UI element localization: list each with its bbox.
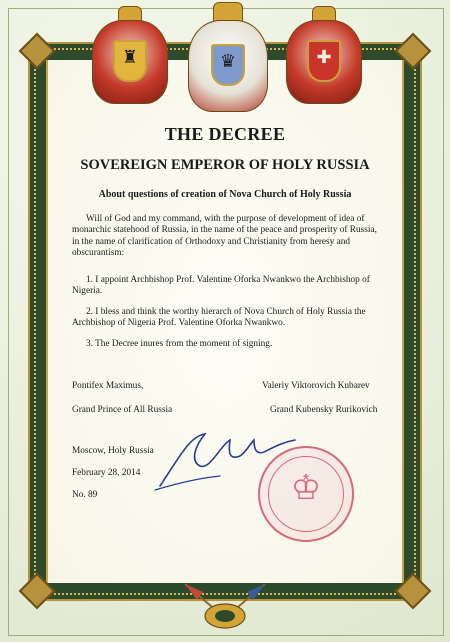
preamble-text: Will of God and my command, with the purpose of development of idea of monarchic statehood of Russia, in the name of the peace and prosperity of Russia, in the name of clarification of Orthodoxy and Christianity from heresy and obscurantism: [72,214,377,259]
clause-text: 1. I appoint Archbishop Prof. Valentine Oforka Nwankwo the Archbishop of Nigeria. [72,275,370,297]
crossed-banners-emblem-icon [175,578,275,630]
clause-text: 2. I bless and think the worthy hierarch of Nova Church of Holy Russia the Archbishop of Nigeria Prof. Valentine Oforka Nwankwo. [72,307,366,329]
signatory-title-right: Grand Kubensky Rurikovich [270,405,378,415]
decree-clause-2 [72,307,382,330]
signatory-name: Valeriy Viktorovich Kubarev [262,381,370,391]
imperial-coat-of-arms-icon: ♛ [188,2,268,112]
signatory-title-1: Pontifex Maximus, [72,381,144,391]
decree-topic: About questions of creation of Nova Church of Holy Russia [98,189,352,200]
place: Moscow, Holy Russia [72,446,154,456]
decree-subtitle: SOVEREIGN EMPEROR OF HOLY RUSSIA [80,157,370,173]
date: February 28, 2014 [72,468,141,478]
decree-preamble [72,214,382,260]
clause-text: 3. The Decree inures from the moment of signing. [86,339,273,349]
signatory-title-2: Grand Prince of All Russia [72,405,173,415]
decree-number: No. 89 [72,490,98,500]
decree-title: THE DECREE [164,124,286,144]
coat-of-arms-icon: ✚ [286,6,362,104]
coat-of-arms-icon: ♜ [92,6,168,104]
decree-clause-3 [72,339,382,350]
official-seal-icon: ♔ [258,446,354,542]
decree-clause-1 [72,275,382,298]
